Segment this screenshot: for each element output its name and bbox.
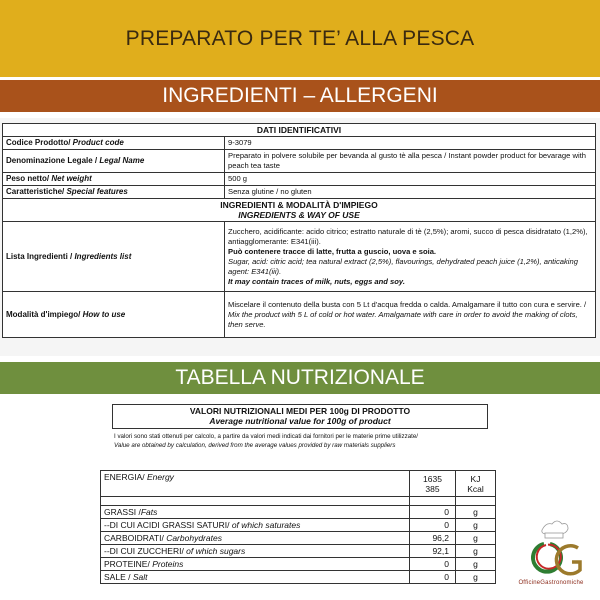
nutrition-band-title: TABELLA NUTRIZIONALE — [175, 366, 425, 389]
note-en: Value are obtained by calculation, derived from the average values provided by raw materials suppliers — [114, 441, 396, 449]
table-row — [101, 506, 496, 519]
fats-value: 0 — [410, 506, 456, 519]
net-weight-label: Peso netto/ Net weight — [3, 173, 225, 186]
fats-label: GRASSI /Fats — [101, 506, 410, 519]
usage-heading: INGREDIENTI & MODALITÀ D'IMPIEGO INGREDIENTS & WAY OF USE — [3, 199, 596, 222]
fats-unit: g — [456, 506, 496, 519]
how-to-use-label: Modalità d'impiego/ How to use — [3, 292, 225, 338]
ingredients-band-title: INGREDIENTI – ALLERGENI — [162, 84, 438, 107]
nutrition-heading-en: Average nutritional value for 100g of product — [209, 416, 391, 426]
carbohydrates-value: 96,2 — [410, 532, 456, 545]
net-weight-value: 500 g — [225, 173, 596, 186]
ingredients-list-value: Zucchero, acidificante: acido citrico; estratto naturale di tè (2,5%); aromi, succo di pesca disidratato (1,2%), antiagglomerante: E341(iii). Può contenere tracce di latte, frutta a guscio, uova e soia. Sugar, acid: citric acid; tea natural extract (2,5%), flavourings, dehydrated peach juice (1,2%), anticaking agent: E341(iii). It may contain traces of milk, nuts, eggs and soy. — [225, 222, 596, 292]
carbohydrates-label: CARBOIDRATI/ Carbohydrates — [101, 532, 410, 545]
carbohydrates-unit: g — [456, 532, 496, 545]
nutrition-band — [0, 362, 600, 394]
sugars-unit: g — [456, 545, 496, 558]
proteins-value: 0 — [410, 558, 456, 571]
ingredients-band — [0, 80, 600, 112]
table-row — [101, 545, 496, 558]
proteins-unit: g — [456, 558, 496, 571]
table-row — [3, 124, 596, 137]
table-row — [3, 186, 596, 199]
salt-unit: g — [456, 571, 496, 584]
features-label: Caratteristiche/ Special features — [3, 186, 225, 199]
spec-table — [2, 123, 596, 338]
table-row — [3, 173, 596, 186]
product-title: PREPARATO PER TE’ ALLA PESCA — [125, 26, 475, 50]
legal-name-value: Preparato in polvere solubile per bevanda al gusto tè alla pesca / Instant powder product for bevarage with peach tea taste — [225, 150, 596, 173]
energy-label: ENERGIA/ Energy — [101, 471, 410, 497]
table-row — [3, 137, 596, 150]
salt-label: SALE / Salt — [101, 571, 410, 584]
table-row — [101, 532, 496, 545]
nutrition-heading-box — [112, 404, 488, 429]
product-code-label: Codice Prodotto/ Product code — [3, 137, 225, 150]
sugars-value: 92,1 — [410, 545, 456, 558]
ident-heading: DATI IDENTIFICATIVI — [3, 124, 596, 137]
saturates-label: --DI CUI ACIDI GRASSI SATURI/ of which saturates — [101, 519, 410, 532]
energy-values: 1635 385 — [410, 471, 456, 497]
sugars-label: --DI CUI ZUCCHERI/ of which sugars — [101, 545, 410, 558]
saturates-value: 0 — [410, 519, 456, 532]
table-row — [3, 199, 596, 222]
table-row — [101, 497, 496, 506]
ingredients-list-label: Lista Ingredienti / Ingredients list — [3, 222, 225, 292]
salt-value: 0 — [410, 571, 456, 584]
saturates-unit: g — [456, 519, 496, 532]
table-row — [3, 150, 596, 173]
table-row — [101, 558, 496, 571]
nutrition-notes — [114, 433, 494, 450]
how-to-use-value: Miscelare il contenuto della busta con 5 Lt d'acqua fredda o calda. Amalgamare il tutto con cura e servire. / Mix the product with 5 L of cold or hot water. Amalgamate with care in order to avoid the making of clots, then serve. — [225, 292, 596, 338]
table-row — [101, 571, 496, 584]
table-row — [3, 292, 596, 338]
features-value: Senza glutine / no gluten — [225, 186, 596, 199]
nutrition-table — [100, 470, 496, 584]
table-row — [101, 471, 496, 497]
proteins-label: PROTEINE/ Proteins — [101, 558, 410, 571]
legal-name-label: Denominazione Legale / Legal Name — [3, 150, 225, 173]
table-row — [3, 222, 596, 292]
energy-units: KJ Kcal — [456, 471, 496, 497]
logo-text: OfficineGastronomiche — [518, 580, 584, 586]
product-code-value: 9-3079 — [225, 137, 596, 150]
nutrition-heading-it: VALORI NUTRIZIONALI MEDI PER 100g DI PRODOTTO — [189, 406, 411, 416]
product-title-band — [0, 0, 600, 77]
table-row — [101, 519, 496, 532]
note-it: I valori sono stati ottenuti per calcolo, a partire da valori medi indicati dai fornitori per le materie prime utilizzate/ — [114, 433, 419, 440]
